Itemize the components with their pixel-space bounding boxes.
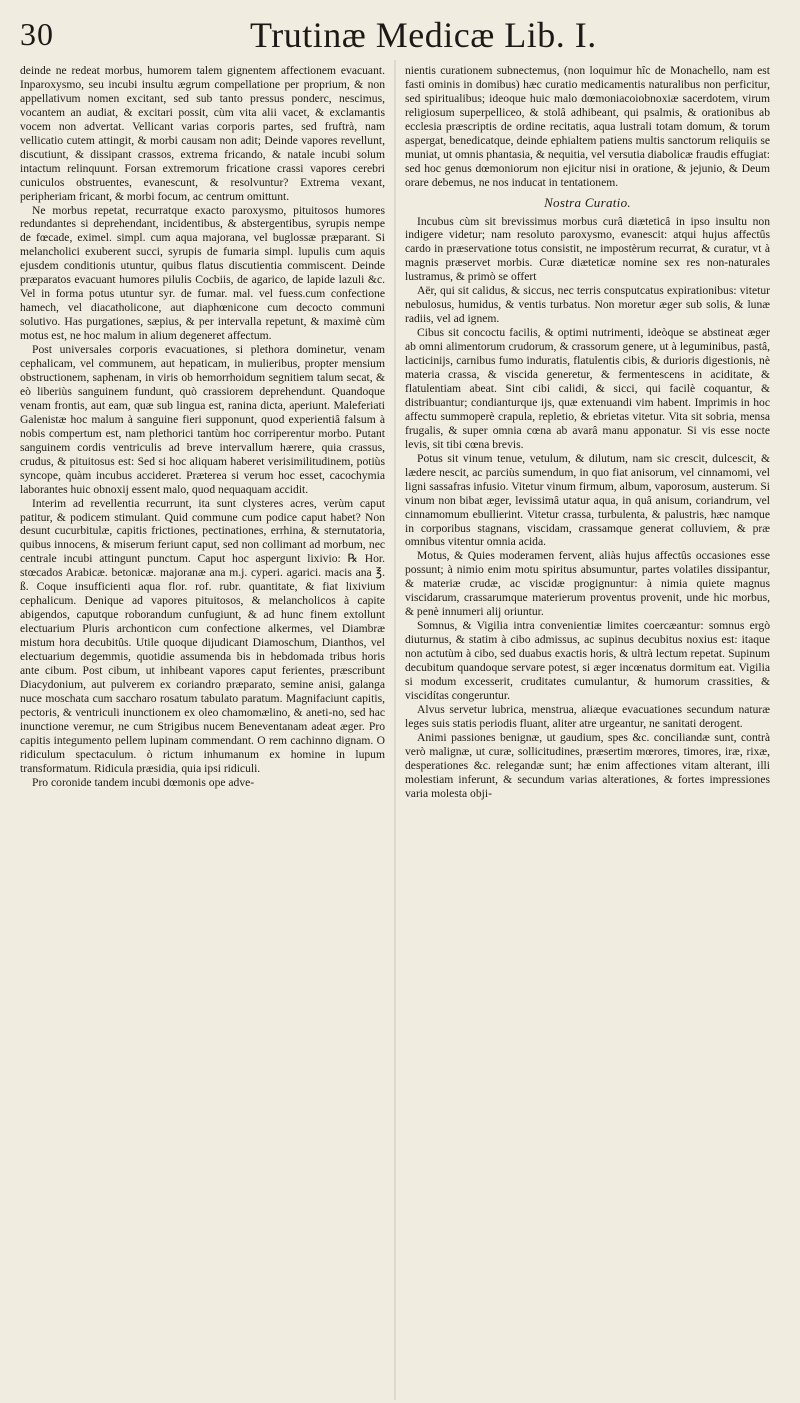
paragraph: Interim ad revellentia recurrunt, ita sunt clysteres acres, verùm caput patitur, & podicem stimulant. Quid commune cum podice caput habet? Non desunt cucurbitulæ, capitis frictiones, pectinationes, errhina, & sternutatoria, quibus innocens, & miserum feriunt caput, sed non collimant ad morbum, nec centrale incubi attingunt punctum. Caput hoc aspergunt lixivio: ℞ Hor. stœcados Arabicæ. betonicæ. majoranæ ana m.j. cyperi. agarici. macis ana ℥. ß. Coque insufficienti aqua flor. rof. rubr. quantitate, & fiat lixivium cephalicum. Denique ad vapores pituitosos, & melancholicos à capite abigendos, caputque roborandum cunfugiunt, & ad hunc finem extollunt electuarium Pluris archonticon cum confectione alkermes, vel Diambræ mistum hora decubitûs. Utile quoque dijudicant Diamoschum, Dianthos, vel electuarium degemmis, quotidie assumenda bis in hebdomada tribus horis ante cibum. Post cibum, ut inhibeant vapores caput ferientes, præscribunt Diacydonium, aut pulverem ex coriandro præparato, semine anisi, galanga nuce moschata cum saccharo rosatum tabulato paratum. Magnifaciunt capitis, pectoris, & ventriculi inunctionem ex oleo chamomælino, & aneti-no, sed hac inunctione veremur, ne cum Strigibus nucem Beneventanam adeat æger. Pro capitis integumento pellem lupinam commendant. O rem cachinno dignam. O ridiculum spectaculum. ò rictum inhumanum ex homine in lupum transformatum. Ridicula præsidia, quia ipsi ridiculi. <box>20 496 385 775</box>
left-column <box>20 64 385 1394</box>
paragraph: deinde ne redeat morbus, humorem talem gignentem affectionem evacuant. Inparoxysmo, seu incubi insultu ægrum compellatione per proprium, & non appellativum nomen excitant, sed sub tanto pressus ponderc, nescimus, vocantem an audiat, & excitari possit, cùm vita alii vacet, & exclamantis vocem non advertat. Vellicant varias corporis partes, sed fruftrà, nam vellicatio cutem attingit, & morbi causam non adit; Deinde vapores revellunt, discutiunt, & dissipant crassos, extrema fricando, & natale incubi solum intactum relinquunt. Forsan extremorum fricatione crassi vapores cerebri cuniculos obstruentes, evanescunt, & resolvuntur? Extrema vexant, peripheriam fricant, & morbi focum, ac centrum omittunt. <box>20 64 385 203</box>
paragraph: Alvus servetur lubrica, menstrua, aliæque evacuationes secundum naturæ leges suis statis periodis fluant, aliter atre urgeantur, ne sanitati derogent. <box>405 702 770 730</box>
paragraph: Post universales corporis evacuationes, si plethora dominetur, venam cephalicam, vel communem, aut hepaticam, in mulieribus, propter mensium obstructionem, saphenam, in viris ob hemorrhoidum segnitiem talum secat, & eò liberiùs sanguinem fundunt, quò crassiorem deprehendunt. Quandoque venam frontis, aut eam, quæ sub lingua est, ranina dicta, aperiunt. Maleferiati Galenistæ hoc malum à sanguine fieri supponunt, quod experientiâ falsum à nobis compertum est, nam plethorici tantùm hoc corriperentur morbo. Putant sanguinem cordis ventriculis ad breve intervallum hærere, quia crassus, crudus, & pituitosus est: Sed si hoc aliquam haberet verisimilitudinem, potiùs syncope, quàm incubus accideret. Præterea si verum hoc esset, cacochymia laborantes huic obnoxij essent malo, quod nequaquam accidit. <box>20 343 385 496</box>
paragraph: nientis curationem subnectemus, (non loquimur hîc de Monachello, nam est fasti ominis in domibus) hæc curatio medicamentis naturalibus non perficitur, sed spiritualibus; ideoque huic malo dœmoniacoiobnoxiæ sacerdotem, virum religiosum superpelliceo, & stolâ adhibeant, qui psalmis, & orationibus ab ecclesia præscriptis de ordine recitatis, aqua lustrali totam domum, & torum aspergat, benedicatque, deinde ephialtem patiens multis sanctorum reliquiis se muniat, ut omnis phantasia, & nequitia, vel versutia diabolicæ fraudis effugiat: sed hoc genus dœmoniorum non ejicitur nisi in oratione, & jejunio, & Deum orare debemus, ne nos inducat in tentationem. <box>405 64 770 189</box>
section-heading: Nostra Curatio. <box>544 194 631 210</box>
running-title: Trutinæ Medicæ Lib. I. <box>250 15 597 55</box>
page-number: 30 <box>20 16 54 52</box>
paragraph: Pro coronide tandem incubi dœmonis ope adve- <box>32 775 255 789</box>
paragraph: Cibus sit concoctu facilis, & optimi nutrimenti, ideòque se abstineat æger ab omni alimentorum crudorum, & crassorum genere, ut à leguminibus, pastâ, lacticinijs, carnibus fumo induratis, flatulentis cibis, & durioris digestionis, nè materia crassa, & viscida generetur, & fermentescens in aciditate, & flatulentiam abeat. Sint cibi calidi, & sicci, qui facilè coquantur, & distribuantur; condianturque ijs, quæ extenuandi vim habent. Imprimis in hoc affectu summoperè crapula, repletio, & ebrietas vitetur. Vita sit sobria, mensa frugalis, & super omnia cœna ab avarâ manu apponatur. Si vis esse nocte levis, sit tibi cœna brevis. <box>405 326 770 451</box>
paragraph: Potus sit vinum tenue, vetulum, & dilutum, nam sic crescit, dulcescit, & lædere nescit, ac parciùs sumendum, in quo fiat anisorum, vel cinnamomi, vel ligni sassafras infusio. Vitetur vinum firmum, album, vaporosum, austerum. Si vinum non bibat æger, levissimâ utatur aqua, in quâ anisum, coriandrum, vel cinnamomum ebullierint. Vitetur crassa, turbulenta, & palustris, hæc namque in corporibus stagnans, viscidam, crassamque generat colluviem, & præ omnibus vitentur omnia acida. <box>405 451 770 549</box>
paragraph: Animi passiones benignæ, ut gaudium, spes &c. conciliandæ sunt, contrà verò malignæ, ut curæ, sollicitudines, præsertim mœrores, timores, iræ, rixæ, desperationes &c. relegandæ sunt; hæ enim affectiones vitam alterant, illi molestiam inferunt, & secundum varias alterationes, & fortes impressiones varia molesta obji- <box>405 730 770 800</box>
column-gutter <box>394 60 396 1400</box>
paragraph: Incubus cùm sit brevissimus morbus curâ diæteticâ in ipso insultu non indigere videtur; nam resoluto paroxysmo, evanescit: atqui hujus affectûs cardo in præservatione totus consistit, ne impostèrum recurrat, & curatur, vt à magnis præservet morbis. Curæ diæteticæ nomine sex res non-naturales lustramus, & primò se offert <box>405 214 770 284</box>
page-header <box>20 6 780 62</box>
paragraph: Somnus, & Vigilia intra convenientiæ limites coercæantur: somnus ergò diuturnus, & statim à cibo admissus, ac supinus decubitus noxius est: itaque non actutùm à cibo, sed duabus exactis horis, & ultrà lectum repetat. Supinum decubitum quandoque servare potest, si æger incœnatus dormitum eat. Vigilia si modum excesserit, cruditates cumulantur, & humorum crassities, & viscidítas congeruntur. <box>405 619 770 702</box>
right-column <box>405 64 770 1394</box>
paragraph: Aër, qui sit calidus, & siccus, nec terris consputcatus expirationibus: vitetur nebulosus, humidus, & ventis turbatus. Non moretur æger sub solis, & lunæ radiis, vel ad ignem. <box>405 284 770 326</box>
paragraph: Motus, & Quies moderamen fervent, aliàs hujus affectûs occasiones esse possunt; à nimio enim motu spiritus absumuntur, partes volatiles dissipantur, & materiæ crudæ, ac viscidæ progignuntur: à nimia quiete magnus viscidarum, crassarumque materierum proventus provenit, unde hic morbus, & penè innumeri alij oriuntur. <box>405 549 770 619</box>
paragraph: Ne morbus repetat, recurratque exacto paroxysmo, pituitosos humores redundantes si deprehendant, incidentibus, & abstergentibus, syrupis nempe de fœcade, eximel. simpl. cum aqua majorana, vel buglossæ præparant. Si melancholici exuberent succi, syrupis de fumaria simpl. lupulis cum aquis ejusdem conditionis utuntur, quibus flatus discutientia commiscent. Deinde præparatos evacuant humores pilulis Cocbiis, de agarico, de lapide lazuli &c. Vel in forma potus utuntur syr. de fumar. mal. vel fuess.cum confectione hamech, vel diacatholicone, aut diaphœnicone cum decocto communi solutivo. Has purgationes, sæpius, & per intervalla repetunt, & maximè cùm motus est, ne hoc malum in alium degeneret affectum. <box>20 203 385 343</box>
